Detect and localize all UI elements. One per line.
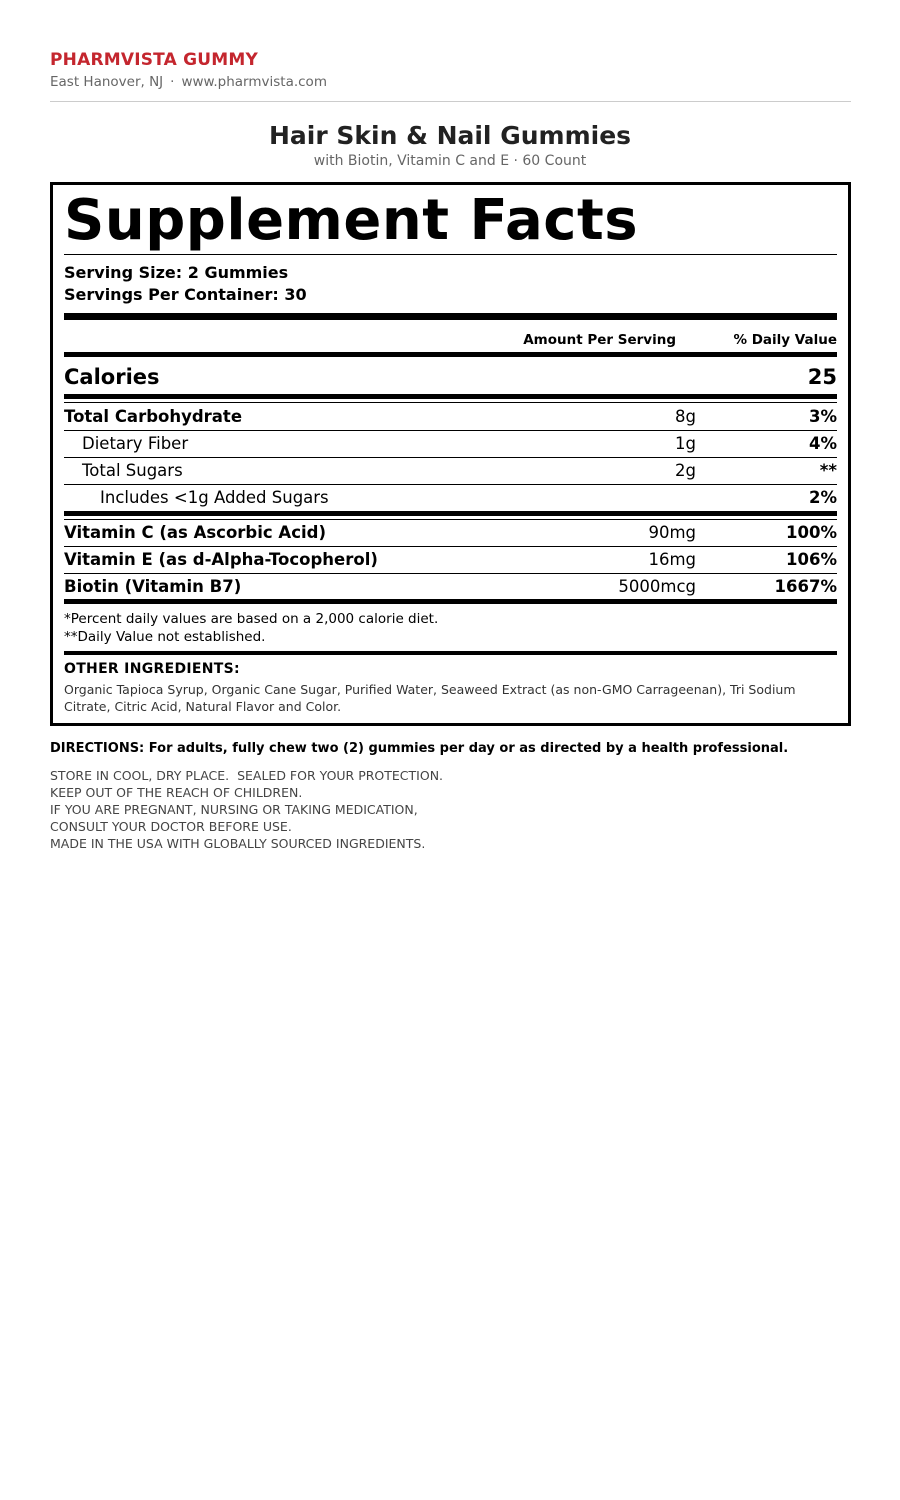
brand-separator: · <box>170 74 175 90</box>
brand-location: East Hanover, NJ <box>50 74 164 90</box>
footnote-percent: *Percent daily values are based on a 2,000 calorie diet. <box>64 611 439 627</box>
nutrient-label: Biotin (Vitamin B7) <box>64 577 242 596</box>
thin-rule <box>64 402 837 403</box>
warning-line: STORE IN COOL, DRY PLACE. SEALED FOR YOUR PROTECTION. <box>50 768 444 783</box>
nutrient-amount: 2g <box>675 461 696 480</box>
header-divider <box>50 101 851 102</box>
daily-value-header: % Daily Value <box>733 332 837 348</box>
nutrient-label: Vitamin E (as d-Alpha-Tocopherol) <box>64 550 378 569</box>
nutrient-label: Includes <1g Added Sugars <box>100 488 329 507</box>
warning-line: KEEP OUT OF THE REACH OF CHILDREN. <box>50 785 303 800</box>
other-ingredients-text: Organic Tapioca Syrup, Organic Cane Sugar, Purified Water, Seaweed Extract (as non-GMO Carrageenan), Tri Sodium Citrate, Citric Acid, Natural Flavor and Color. <box>64 682 796 714</box>
nutrient-row <box>64 574 837 600</box>
nutrient-amount: 16mg <box>648 550 696 569</box>
nutrient-dv: 106% <box>786 550 837 569</box>
supplement-facts-panel <box>50 182 851 726</box>
nutrient-dv: 4% <box>808 434 837 453</box>
nutrient-row <box>64 404 837 430</box>
directions: DIRECTIONS: For adults, fully chew two (2) gummies per day or as directed by a health professional. <box>50 741 789 756</box>
brand-name: PHARMVISTA GUMMY <box>50 50 259 70</box>
warning-line: IF YOU ARE PREGNANT, NURSING OR TAKING MEDICATION, <box>50 802 418 817</box>
brand-info <box>50 74 327 90</box>
warning-line: MADE IN THE USA WITH GLOBALLY SOURCED INGREDIENTS. <box>50 836 426 851</box>
warnings-block <box>50 767 443 852</box>
medium-rule <box>64 651 837 655</box>
medium-rule <box>64 352 837 357</box>
serving-size: Serving Size: 2 Gummies <box>64 263 289 282</box>
product-title: Hair Skin & Nail Gummies <box>268 121 632 150</box>
other-ingredients-heading: OTHER INGREDIENTS: <box>64 661 240 677</box>
nutrient-dv: 1667% <box>774 577 837 596</box>
nutrient-amount: 8g <box>675 407 696 426</box>
warning-line: CONSULT YOUR DOCTOR BEFORE USE. <box>50 819 292 834</box>
servings-per-container: Servings Per Container: 30 <box>64 285 307 304</box>
nutrient-label: Total Carbohydrate <box>64 407 243 426</box>
product-subtitle: with Biotin, Vitamin C and E · 60 Count <box>313 153 587 169</box>
nutrient-label: Total Sugars <box>82 461 183 480</box>
medium-rule <box>64 511 837 516</box>
facts-heading: Supplement Facts <box>64 188 639 253</box>
nutrient-row <box>64 547 837 573</box>
nutrient-amount: 1g <box>675 434 696 453</box>
brand-website: www.pharmvista.com <box>181 74 327 90</box>
heading-rule <box>64 254 837 255</box>
medium-rule <box>64 394 837 399</box>
nutrient-dv: 100% <box>786 523 837 542</box>
nutrient-row <box>64 431 837 457</box>
nutrient-row <box>64 458 837 484</box>
calories-value: 25 <box>807 365 837 389</box>
nutrient-amount: 5000mcg <box>618 577 696 596</box>
nutrient-dv: 2% <box>808 488 837 507</box>
nutrient-row <box>64 520 837 546</box>
amount-per-serving-header: Amount Per Serving <box>523 332 676 348</box>
nutrient-label: Dietary Fiber <box>82 434 189 453</box>
nutrient-dv: ** <box>819 461 837 480</box>
nutrient-dv: 3% <box>808 407 837 426</box>
nutrient-label: Vitamin C (as Ascorbic Acid) <box>64 523 326 542</box>
nutrient-row <box>64 485 837 511</box>
medium-rule <box>64 599 837 604</box>
thick-rule <box>64 313 837 320</box>
nutrient-amount: 90mg <box>648 523 696 542</box>
footnote-dv: **Daily Value not established. <box>64 629 266 645</box>
calories-label: Calories <box>64 365 160 389</box>
